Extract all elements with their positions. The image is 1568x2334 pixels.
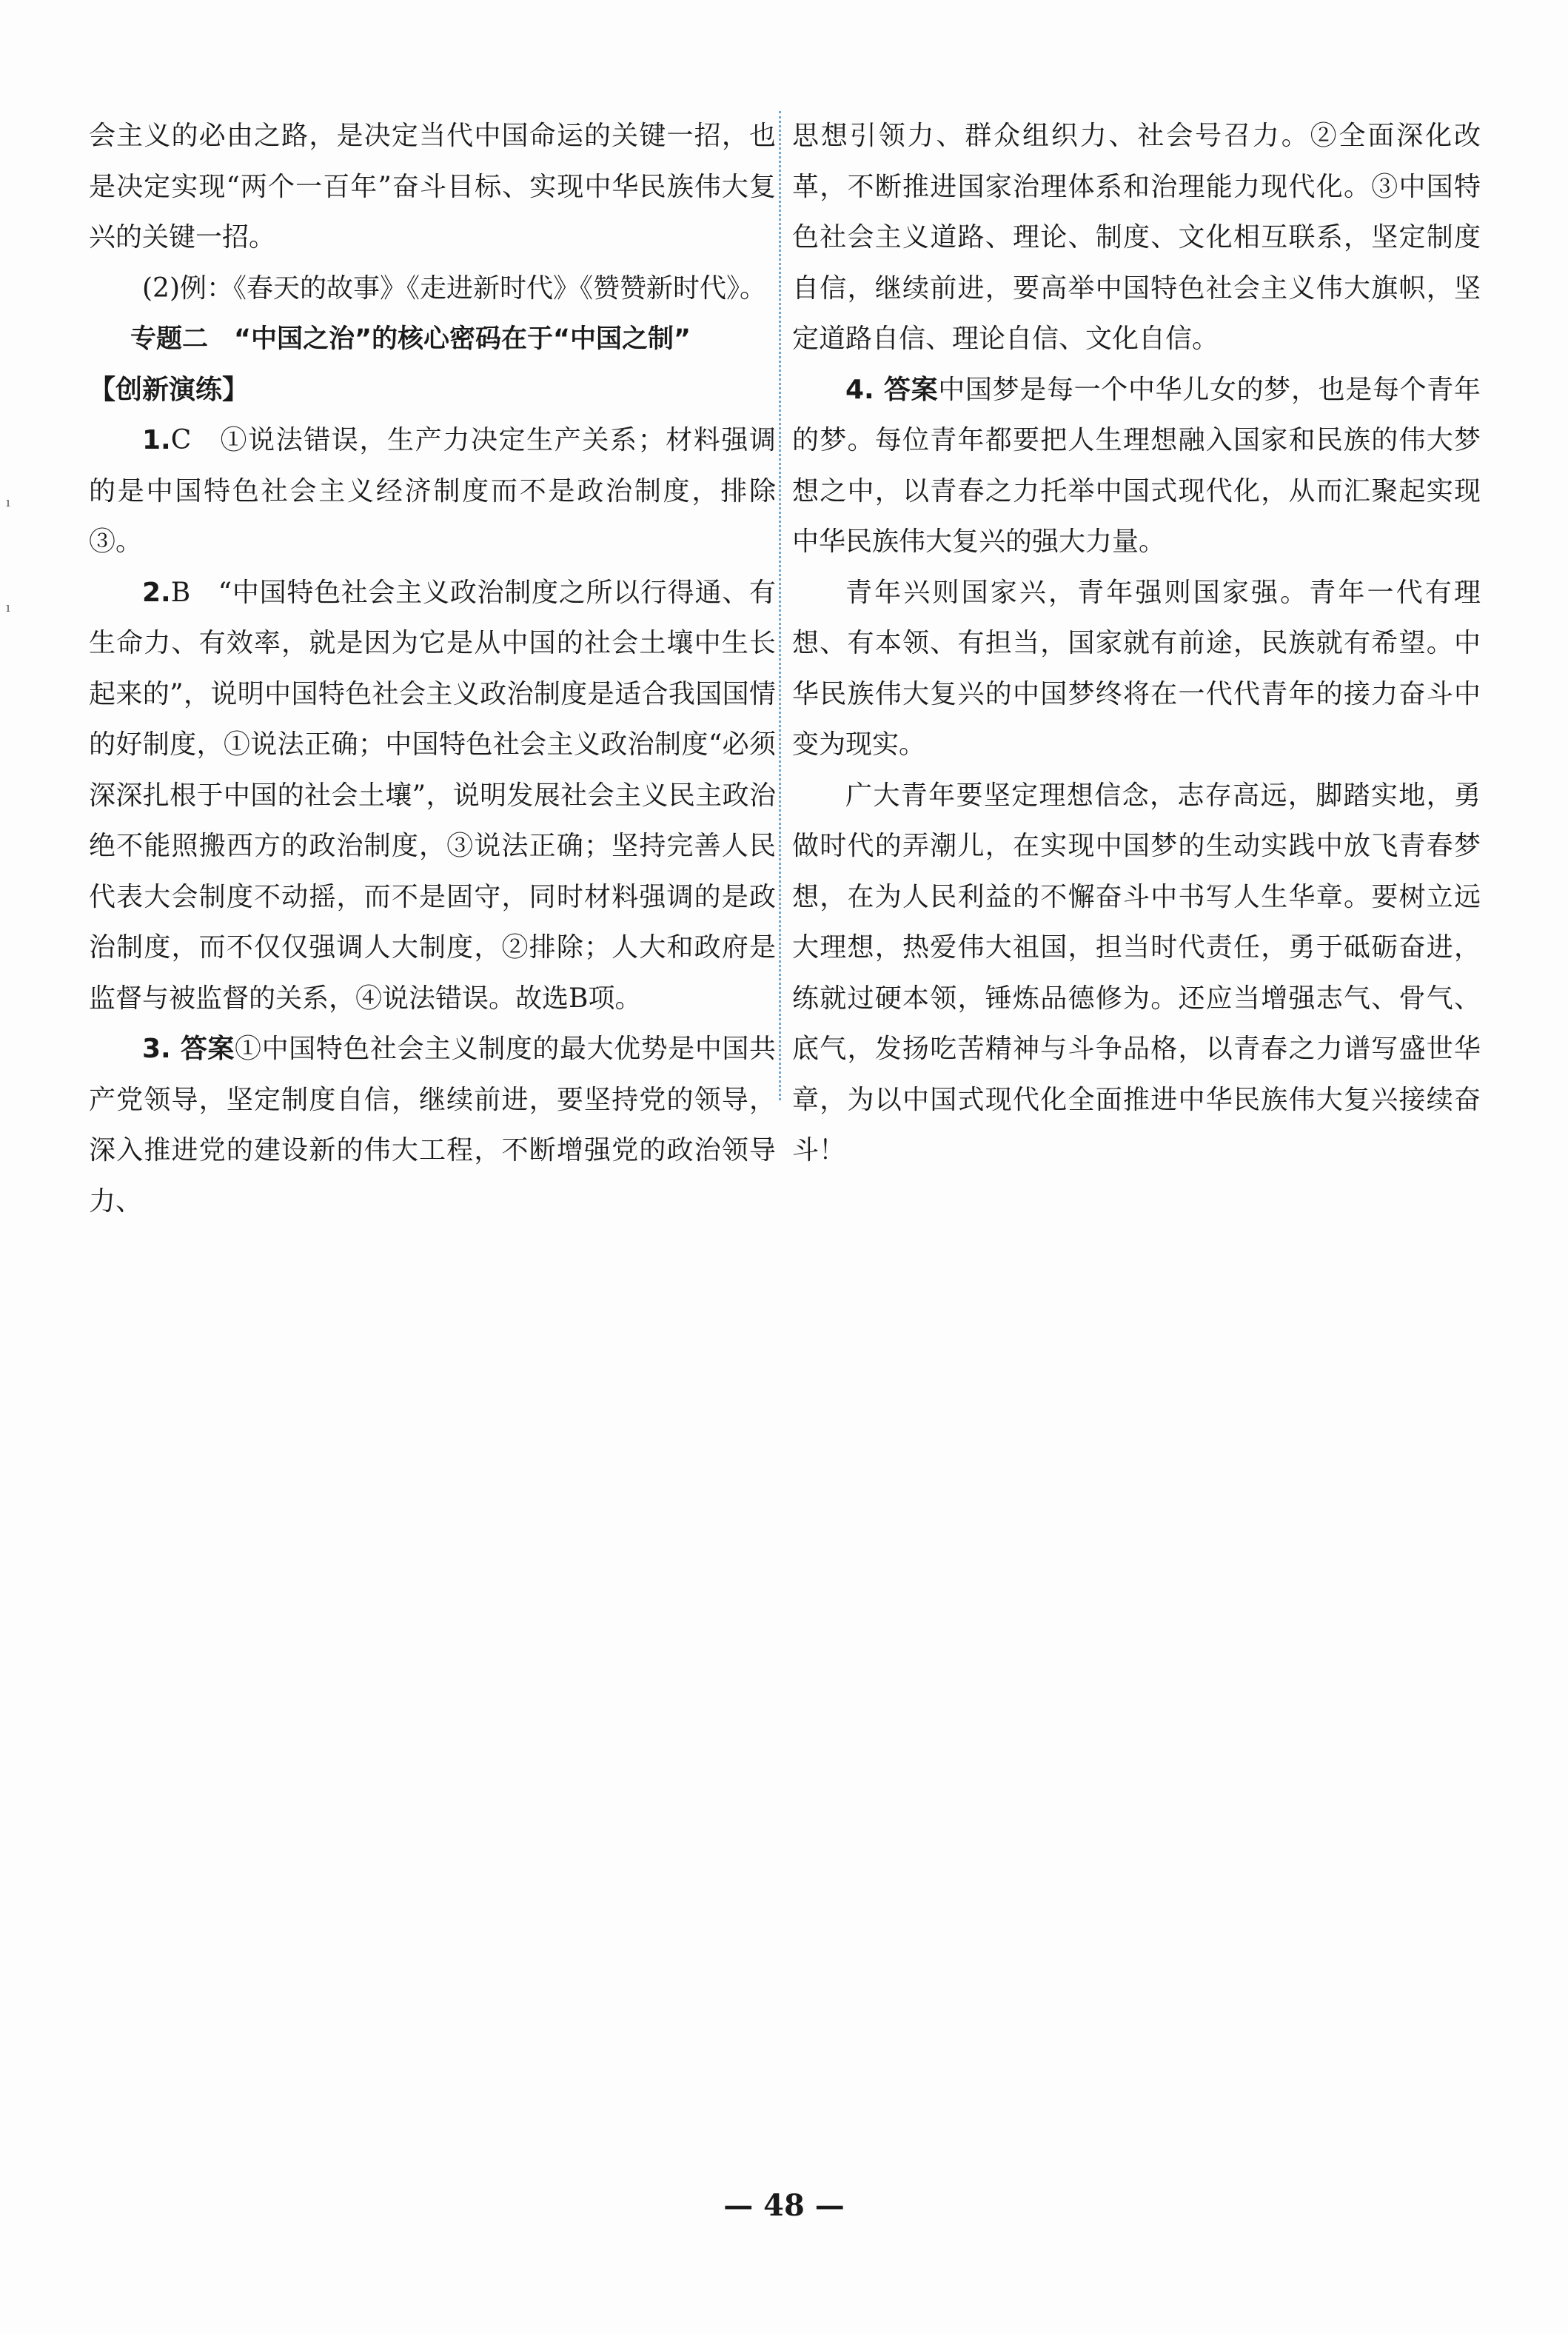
answer-number: 3. 答案 bbox=[142, 1034, 235, 1064]
answer-item-1 bbox=[89, 415, 776, 568]
topic-heading: 专题二 “中国之治”的核心密码在于“中国之制” bbox=[130, 324, 691, 354]
intro-paragraph: 会主义的必由之路，是决定当代中国命运的关键一招，也是决定实现“两个一百年”奋斗目标、实现中华民族伟大复兴的关键一招。 bbox=[89, 121, 776, 253]
answer-text: C ①说法错误，生产力决定生产关系；材料强调的是中国特色社会主义经济制度而不是政治制度，排除③。 bbox=[89, 425, 776, 557]
margin-mark: ı bbox=[6, 600, 10, 615]
margin-mark: ı bbox=[6, 495, 10, 510]
answer-item-2 bbox=[89, 568, 776, 1025]
answer-item-3 bbox=[89, 1024, 776, 1227]
example-paragraph: (2)例：《春天的故事》《走进新时代》《赞赞新时代》。 bbox=[142, 272, 766, 304]
answer-text: 中国梦是每一个中华儿女的梦，也是每个青年的梦。每位青年都要把人生理想融入国家和民族的伟大梦想之中，以青春之力托举中国式现代化，从而汇聚起实现中华民族伟大复兴的强大力量。 bbox=[792, 374, 1481, 557]
answer-item-4 bbox=[792, 365, 1481, 568]
answer-text: ①中国特色社会主义制度的最大优势是中国共产党领导，坚定制度自信，继续前进，要坚持党的领导，深入推进党的建设新的伟大工程，不断增强党的政治领导力、 bbox=[89, 1034, 776, 1217]
left-column bbox=[89, 111, 776, 1227]
answer-3-continued: 思想引领力、群众组织力、社会号召力。②全面深化改革，不断推进国家治理体系和治理能力现代化。③中国特色社会主义道路、理论、制度、文化相互联系，坚定制度自信，继续前进，要高举中国特色社会主义伟大旗帜，坚定道路自信、理论自信、文化自信。 bbox=[792, 121, 1481, 354]
answer-number: 1. bbox=[142, 425, 171, 455]
column-divider bbox=[779, 111, 781, 1100]
answer-4-paragraph-2: 青年兴则国家兴，青年强则国家强。青年一代有理想、有本领、有担当，国家就有前途，民族就有希望。中华民族伟大复兴的中国梦终将在一代代青年的接力奋斗中变为现实。 bbox=[792, 577, 1481, 760]
answer-text: B “中国特色社会主义政治制度之所以行得通、有生命力、有效率，就是因为它是从中国的社会土壤中生长起来的”，说明中国特色社会主义政治制度是适合我国国情的好制度，①说法正确；中国特色社会主义政治制度“必须深深扎根于中国的社会土壤”，说明发展社会主义民主政治绝不能照搬西方的政治制度，③说法正确；坚持完善人民代表大会制度不动摇，而不是固守，同时材料强调的是政治制度，而不仅仅强调人大制度，②排除；人大和政府是监督与被监督的关系，④说法错误。故选B项。 bbox=[89, 577, 776, 1014]
answer-4-paragraph-3: 广大青年要坚定理想信念，志存高远，脚踏实地，勇做时代的弄潮儿，在实现中国梦的生动实践中放飞青春梦想，在为人民利益的不懈奋斗中书写人生华章。要树立远大理想，热爱伟大祖国，担当时代责任，勇于砥砺奋进，练就过硬本领，锤炼品德修为。还应当增强志气、骨气、底气，发扬吃苦精神与斗争品格，以青春之力谱写盛世华章，为以中国式现代化全面推进中华民族伟大复兴接续奋斗！ bbox=[792, 780, 1481, 1166]
answer-number: 4. 答案 bbox=[845, 374, 939, 405]
right-column bbox=[792, 111, 1481, 1177]
answer-number: 2. bbox=[142, 577, 171, 608]
page-number: — 48 — bbox=[723, 2188, 845, 2223]
section-label: 【创新演练】 bbox=[89, 374, 249, 405]
